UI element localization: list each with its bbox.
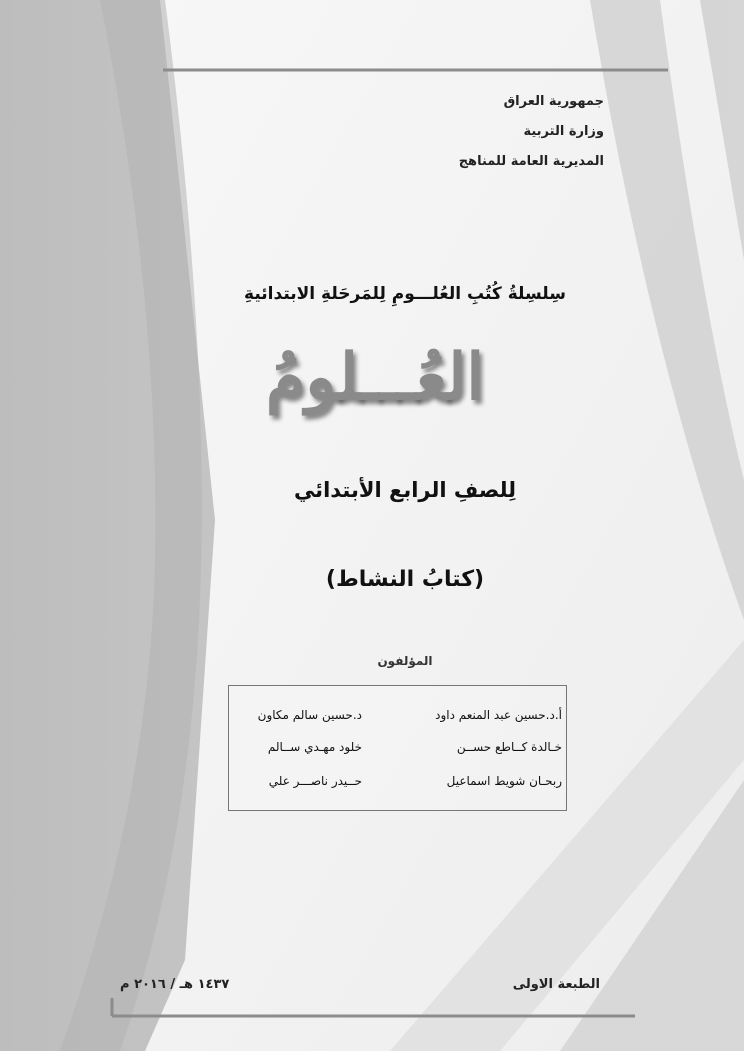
author-5: ربحـان شويط اسماعيل xyxy=(446,774,562,788)
main-title: العُـــلومُ xyxy=(265,340,485,415)
header-country: جمهورية العراق xyxy=(503,94,604,109)
author-4: خلود مهـدي ســالم xyxy=(267,740,362,754)
authors-label: المؤلفون xyxy=(377,654,433,668)
header-ministry: وزارة التربية xyxy=(523,124,604,139)
grade-title: لِلصفِ الرابع الأبتدائي xyxy=(293,478,517,502)
header-directorate: المديرية العامة للمناهج xyxy=(458,154,604,169)
publication-date: ١٤٣٧ هـ / ٢٠١٦ م xyxy=(120,977,230,992)
author-6: حــيدر ناصـــر علي xyxy=(268,774,362,788)
book-type: (كتابُ النشاط) xyxy=(325,567,485,592)
author-2: د.حسين سالم مكاون xyxy=(257,708,362,722)
series-title: سِلسِلةُ كُتُبِ العُلـــومِ لِلمَرحَلةِ الابتدائيةِ xyxy=(244,284,566,304)
author-1: أ.د.حسين عبد المنعم داود xyxy=(435,708,562,722)
edition: الطبعة الاولى xyxy=(512,977,600,992)
authors-box xyxy=(228,685,567,811)
author-3: خـالدة كــاطع حســن xyxy=(456,740,562,754)
